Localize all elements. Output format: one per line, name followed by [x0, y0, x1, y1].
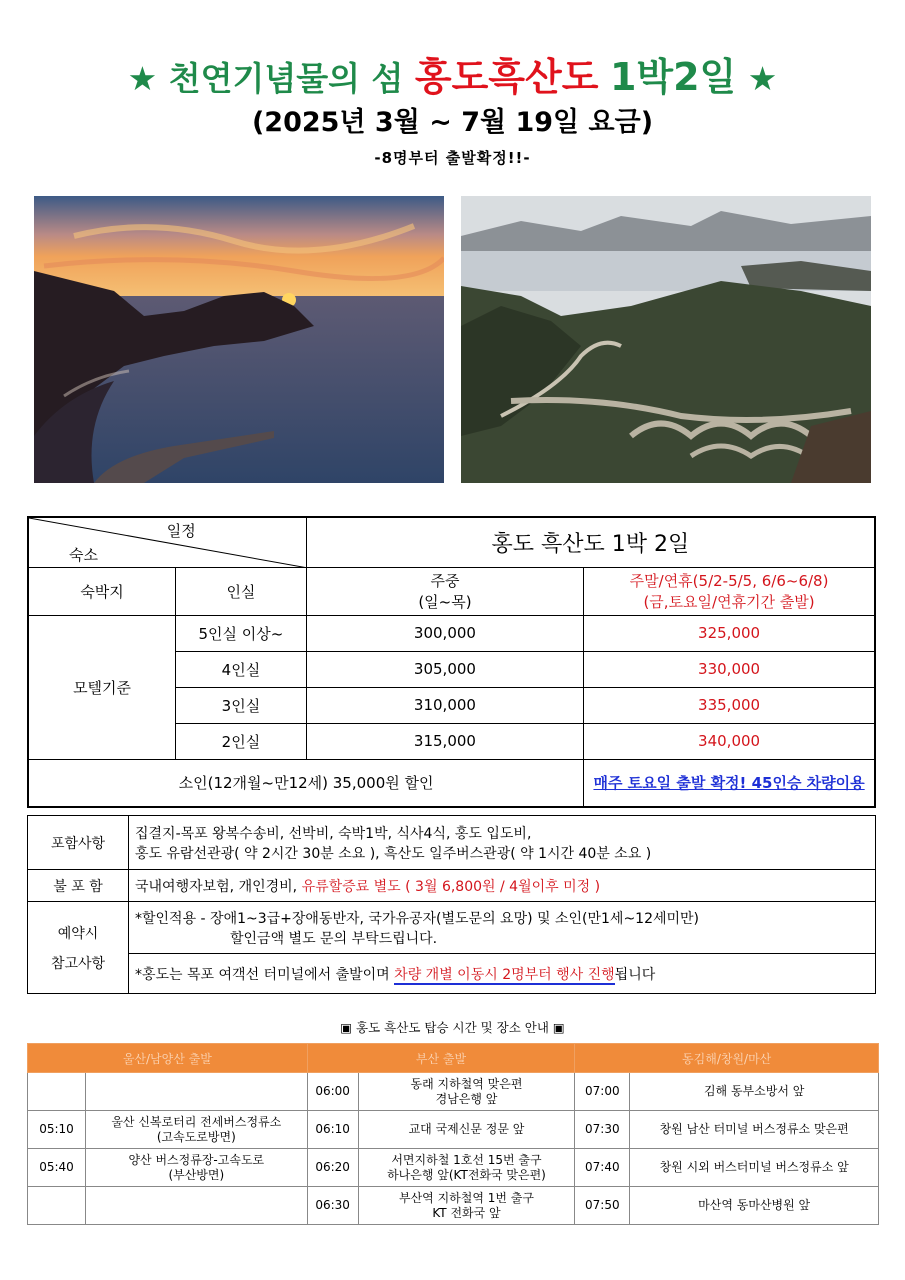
included-line1: 집결지-목포 왕복수송비, 선박비, 숙박1박, 식사4식, 홍도 입도비, [135, 825, 532, 842]
bus-time: 06:30 [307, 1187, 358, 1225]
bus-time: 07:40 [575, 1149, 630, 1187]
col-weekday [306, 567, 583, 615]
corner-cell [28, 517, 306, 567]
weekday-price: 315,000 [306, 723, 583, 759]
bus-header-ulsan: 울산/남양산 출발 [28, 1044, 308, 1073]
note1-line1: *할인적용 - 장애1~3급+장애동반자, 국가유공자(별도문의 요망) 및 소인(만1세~12세미만) [135, 910, 700, 927]
weekend-price: 340,000 [584, 723, 875, 759]
bus-place-line1: 서면지하철 1호선 15번 출구 [391, 1152, 542, 1167]
title-tail: 1박2일 [609, 55, 737, 99]
bus-place-line2: (고속도로방면) [156, 1129, 236, 1144]
bus-table [27, 1043, 879, 1225]
star-icon: ★ [127, 59, 158, 98]
tagline: -8명부터 출발확정!!- [374, 149, 531, 167]
bus-place [85, 1149, 307, 1187]
tour-name: 홍도 흑산도 1박 2일 [306, 517, 875, 567]
lodging-type: 모텔기준 [28, 615, 176, 759]
subtitle: (2025년 3월 ~ 7월 19일 요금) [251, 107, 654, 138]
note2-b: 차량 개별 이동시 2명부터 행사 진행 [394, 966, 615, 983]
bus-place [85, 1187, 307, 1225]
bus-time: 05:40 [28, 1149, 86, 1187]
note2 [129, 954, 876, 994]
col-weekday-line1: 주중 [430, 572, 460, 590]
bus-time: 07:00 [575, 1073, 630, 1111]
bus-time: 06:00 [307, 1073, 358, 1111]
included-line2: 홍도 유람선관광( 약 2시간 30분 소요 ), 흑산도 일주버스관광( 약 1시간 40분 소요 ) [135, 845, 652, 862]
bus-time: 07:50 [575, 1187, 630, 1225]
bus-place-line1: 동래 지하철역 맞은편 [410, 1076, 523, 1091]
corner-bottom: 숙소 [69, 545, 98, 564]
winding-road-photo [461, 196, 871, 483]
bus-header-changwon: 동김해/창원/마산 [575, 1044, 879, 1073]
excluded-content [129, 870, 876, 902]
bus-header-busan: 부산 출발 [307, 1044, 575, 1073]
title-red: 홍도흑산도 [414, 55, 599, 99]
col-people: 인실 [176, 567, 307, 615]
weekend-price: 325,000 [584, 615, 875, 651]
note2-a: *홍도는 목포 여객선 터미널에서 출발이며 [135, 966, 390, 983]
weekend-price: 330,000 [584, 651, 875, 687]
bus-place-line2: 하나은행 앞(KT전화국 맞은편) [387, 1167, 546, 1182]
bus-time: 06:10 [307, 1111, 358, 1149]
child-discount-text: 소인(12개월~만12세) 35,000원 할인 [178, 774, 434, 793]
note1 [129, 902, 876, 954]
people-count: 2인실 [176, 723, 307, 759]
bus-place [358, 1149, 575, 1187]
notes-label-line2: 참고사항 [50, 955, 106, 972]
bus-place-line2: 경남은행 앞 [435, 1091, 498, 1106]
notes-label [28, 902, 129, 994]
bus-place: 마산역 동마산병원 앞 [630, 1187, 879, 1225]
people-count: 3인실 [176, 687, 307, 723]
bus-place: 김해 동부소방서 앞 [630, 1073, 879, 1111]
price-table [27, 516, 876, 808]
note1-line2: 할인금액 별도 문의 부탁드립니다. [230, 930, 438, 947]
col-weekend-line1: 주말/연휴(5/2-5/5, 6/6~6/8) [629, 572, 829, 590]
bus-place [85, 1073, 307, 1111]
star-icon: ★ [747, 59, 778, 98]
bus-place: 창원 시외 버스터미널 버스정류소 앞 [630, 1149, 879, 1187]
weekday-price: 310,000 [306, 687, 583, 723]
col-weekend-line2: (금,토요일/연휴기간 출발) [643, 593, 815, 611]
bus-time: 06:20 [307, 1149, 358, 1187]
bus-place: 창원 남산 터미널 버스정류소 맞은편 [630, 1111, 879, 1149]
people-count: 4인실 [176, 651, 307, 687]
included-content [129, 816, 876, 870]
excluded-label: 불 포 함 [28, 870, 129, 902]
bus-place: 교대 국제신문 정문 앞 [358, 1111, 575, 1149]
col-weekday-line2: (일~목) [418, 593, 472, 611]
child-discount [28, 759, 584, 807]
note2-c: 됩니다 [614, 966, 656, 983]
people-count: 5인실 이상~ [176, 615, 307, 651]
bus-time: 07:30 [575, 1111, 630, 1149]
excluded-black: 국내여행자보험, 개인경비, [135, 878, 298, 895]
bus-time [28, 1073, 86, 1111]
bus-place [358, 1187, 575, 1225]
departure-notice: 매주 토요일 출발 확정! 45인승 차량이용 [584, 759, 875, 807]
col-lodging: 숙박지 [28, 567, 176, 615]
bus-place-line2: (부산방면) [168, 1167, 225, 1182]
bus-place-line1: 부산역 지하철역 1번 출구 [398, 1190, 534, 1205]
col-weekend [584, 567, 875, 615]
bus-time [28, 1187, 86, 1225]
bus-guide-title: ▣ 홍도 흑산도 탑승 시간 및 장소 안내 ▣ [340, 1020, 565, 1035]
bus-place-line1: 울산 신복로터리 전세버스정류소 [111, 1114, 282, 1129]
weekday-price: 305,000 [306, 651, 583, 687]
weekend-price: 335,000 [584, 687, 875, 723]
excluded-red: 유류할증료 별도 ( 3월 6,800원 / 4월이후 미정 ) [301, 878, 601, 895]
weekday-price: 300,000 [306, 615, 583, 651]
info-table [27, 815, 876, 994]
bus-place-line2: KT 전화국 앞 [432, 1205, 501, 1220]
bus-place [85, 1111, 307, 1149]
bus-place [358, 1073, 575, 1111]
sunset-coast-photo [34, 196, 444, 483]
bus-time: 05:10 [28, 1111, 86, 1149]
corner-top: 일정 [166, 522, 196, 540]
page-title [0, 46, 905, 101]
title-green: 천연기념물의 섬 [168, 59, 404, 98]
included-label: 포함사항 [28, 816, 129, 870]
bus-place-line1: 양산 버스정류장-고속도로 [128, 1152, 265, 1167]
notes-label-line1: 예약시 [57, 925, 99, 942]
